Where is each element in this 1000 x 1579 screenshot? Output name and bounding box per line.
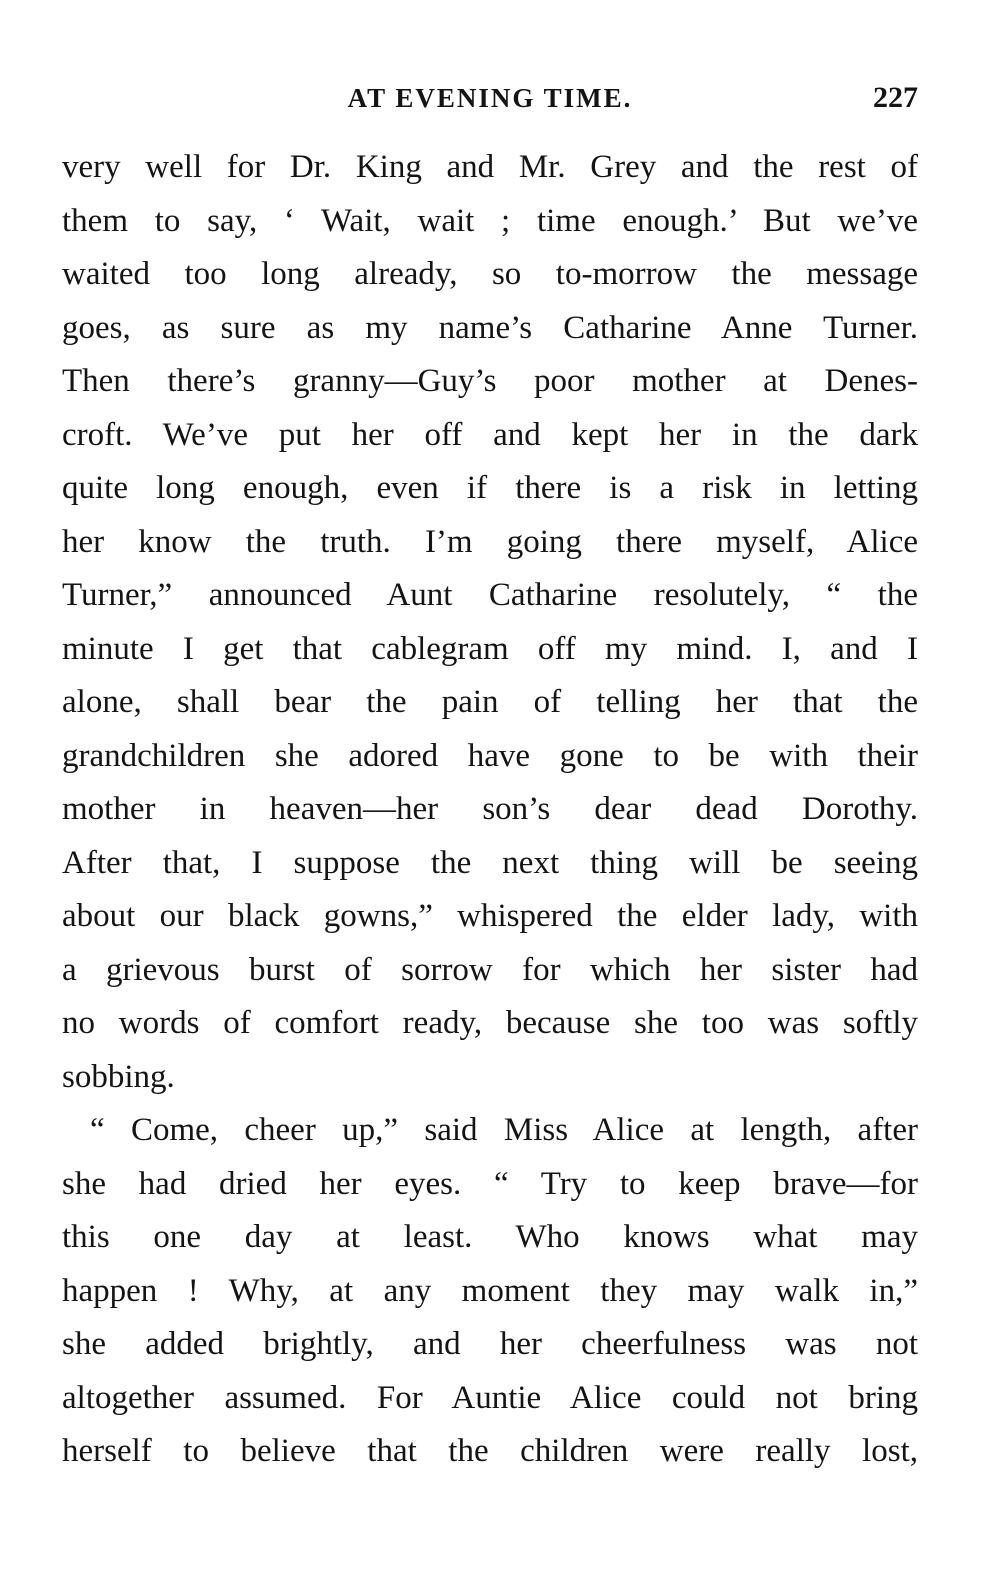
text-line: them to say, ‘ Wait, wait ; time enough.’ But we’ve [62, 202, 918, 239]
text-line: her know the truth. I’m going there myself, Alice [62, 523, 918, 560]
running-header [62, 78, 918, 118]
text-line: a grievous burst of sorrow for which her sister had [62, 951, 918, 988]
text-line: herself to believe that the children were really lost, [62, 1433, 918, 1469]
text-line: altogether assumed. For Auntie Alice could not bring [62, 1379, 918, 1416]
text-line: Turner,” announced Aunt Catharine resolutely, “ the [62, 577, 918, 613]
text-line: she added brightly, and her cheerfulness was not [62, 1326, 918, 1362]
text-line: After that, I suppose the next thing will be seeing [62, 844, 918, 881]
running-title: AT EVENING TIME. [347, 83, 633, 113]
text-line: this one day at least. Who knows what may [62, 1219, 918, 1255]
text-line: no words of comfort ready, because she too was softly [62, 1005, 918, 1041]
text-line: about our black gowns,” whispered the elder lady, with [62, 898, 918, 934]
page-number: 227 [873, 81, 918, 114]
text-line: very well for Dr. King and Mr. Grey and the rest of [62, 149, 918, 185]
text-line: waited too long already, so to-morrow the message [62, 256, 918, 292]
text-line: quite long enough, even if there is a risk in letting [62, 470, 918, 506]
text-line: croft. We’ve put her off and kept her in the dark [62, 416, 918, 453]
text-line: goes, as sure as my name’s Catharine Anne Turner. [62, 309, 918, 346]
text-line: happen ! Why, at any moment they may walk in,” [62, 1272, 918, 1309]
text-line: alone, shall bear the pain of telling her that the [62, 684, 918, 720]
text-line: Then there’s granny—Guy’s poor mother at Denes- [62, 363, 918, 399]
text-line: mother in heaven—her son’s dear dead Dorothy. [62, 791, 918, 827]
body-text [62, 141, 918, 1479]
text-line: she had dried her eyes. “ Try to keep brave—for [62, 1165, 918, 1202]
text-line: “ Come, cheer up,” said Miss Alice at length, after [90, 1112, 918, 1148]
text-line: grandchildren she adored have gone to be with their [62, 737, 918, 774]
text-line: minute I get that cablegram off my mind. I, and I [62, 630, 918, 667]
text-line: sobbing. [62, 1058, 175, 1095]
